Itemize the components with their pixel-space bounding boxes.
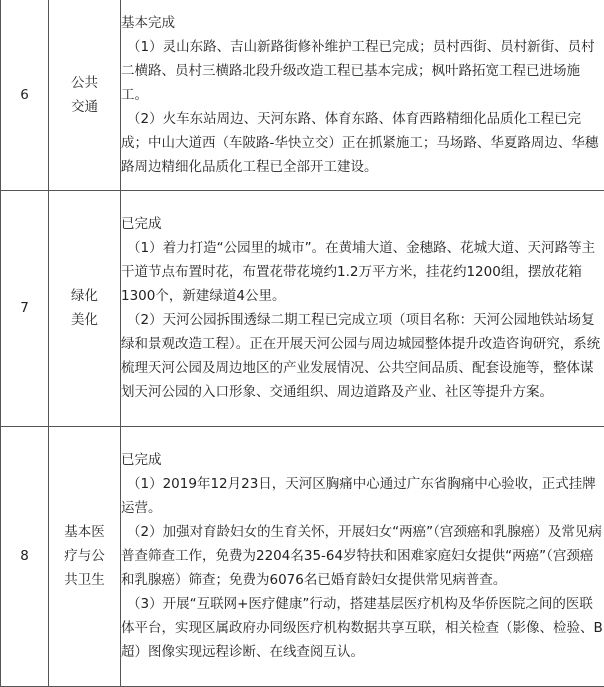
category-cell: [49, 0, 121, 190]
category-cell: [49, 426, 121, 686]
status-text: 基本完成: [121, 11, 604, 35]
content-paragraph: （3）开展“互联网+医疗健康”行动，搭建基层医疗机构及华侨医院之间的医联体平台，实现区属政府办同级医疗机构数据共享互联，相关检查（影像、检验、B超）图像实现远程诊断、在线查阅互认。: [121, 592, 604, 664]
category-line: 公共: [71, 75, 98, 91]
category-line: 绿化: [71, 288, 98, 304]
row-number: 8: [1, 426, 49, 686]
content-cell: [121, 190, 604, 426]
content-cell: [121, 0, 604, 190]
category-line: 基本医: [64, 524, 105, 540]
content-cell: [121, 426, 604, 686]
status-text: 已完成: [121, 448, 604, 472]
category-cell: [49, 190, 121, 426]
category-line: 疗与公: [64, 548, 105, 564]
content-paragraph: （1）着力打造“公园里的城市”。在黄埔大道、金穗路、花城大道、天河路等主干道节点布置时花，布置花带花境约1.2万平方米，挂花约1200组，摆放花箱1300个，新建绿道4公里。: [121, 236, 604, 308]
category-line: 交通: [71, 99, 98, 115]
content-paragraph: （2）加强对育龄妇女的生育关怀，开展妇女“两癌”（宫颈癌和乳腺癌）及常见病普查筛查工作，免费为2204名35-64岁特扶和困难家庭妇女提供“两癌”（宫颈癌和乳腺癌）筛查；免费为6076名已婚育龄妇女提供常见病普查。: [121, 520, 604, 592]
status-text: 已完成: [121, 212, 604, 236]
content-paragraph: （1）2019年12月23日，天河区胸痛中心通过广东省胸痛中心验收，正式挂牌运营。: [121, 472, 604, 520]
row-number: 7: [1, 190, 49, 426]
table-row: [1, 190, 604, 426]
table-row: [1, 0, 604, 190]
content-paragraph: （2）天河公园拆围透绿二期工程已完成立项（项目名称：天河公园地铁站场复绿和景观改造工程）。正在开展天河公园与周边城园整体提升改造咨询研究，系统梳理天河公园及周边地区的产业发展情况、公共空间品质、配套设施等，整体谋划天河公园的入口形象、交通组织、周边道路及产业、社区等提升方案。: [121, 308, 604, 404]
category-line: 美化: [71, 312, 98, 328]
content-paragraph: （2）火车东站周边、天河东路、体育东路、体育西路精细化品质化工程已完成；中山大道西（车陂路-华快立交）正在抓紧施工；马场路、华夏路周边、华穗路周边精细化品质化工程已全部开工建设。: [121, 107, 604, 179]
category-line: 共卫生: [64, 572, 105, 588]
table-row: [1, 426, 604, 686]
row-number: 6: [1, 0, 49, 190]
content-paragraph: （1）灵山东路、吉山新路街修补维护工程已完成；员村西街、员村新街、员村二横路、员村三横路北段升级改造工程已基本完成；枫叶路拓宽工程已进场施工。: [121, 35, 604, 107]
